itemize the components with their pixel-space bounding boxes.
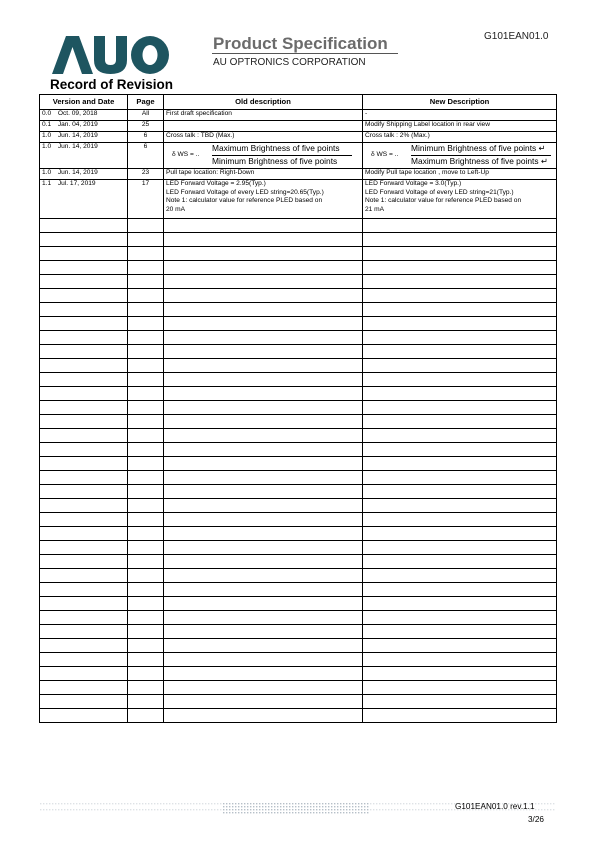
empty-cell (164, 653, 363, 667)
empty-cell (40, 527, 128, 541)
version-number: 1.0 (42, 169, 52, 176)
empty-cell (363, 597, 557, 611)
empty-cell (363, 443, 557, 457)
empty-cell (40, 387, 128, 401)
empty-cell (40, 499, 128, 513)
table-row-empty (40, 233, 557, 247)
table-row-empty (40, 513, 557, 527)
table-row-empty (40, 555, 557, 569)
version-number: 0.0 (42, 110, 52, 117)
title-underline (212, 53, 398, 54)
table-row-empty (40, 681, 557, 695)
description-line: 21 mA (365, 205, 385, 213)
empty-cell (40, 247, 128, 261)
table-row-empty (40, 317, 557, 331)
empty-cell (40, 709, 128, 723)
empty-cell (40, 695, 128, 709)
empty-cell (164, 499, 363, 513)
formula-numerator: Minimum Brightness of five points ↵ (411, 143, 546, 153)
logo-letter-a (52, 36, 93, 74)
description-line: LED Forward Voltage = 3.0(Typ.) (365, 180, 462, 187)
table-row-empty (40, 457, 557, 471)
empty-cell (164, 429, 363, 443)
uniformity-formula-old (166, 143, 360, 168)
empty-cell (128, 429, 164, 443)
empty-cell (363, 527, 557, 541)
empty-cell (363, 387, 557, 401)
empty-cell (40, 471, 128, 485)
empty-cell (164, 317, 363, 331)
table-row (40, 110, 557, 121)
empty-cell (128, 597, 164, 611)
footer-page-number: 3/26 (528, 815, 544, 824)
empty-cell (164, 639, 363, 653)
empty-cell (128, 401, 164, 415)
empty-cell (363, 667, 557, 681)
empty-cell (40, 513, 128, 527)
table-row-empty (40, 709, 557, 723)
formula-lhs: δ WS = .. (371, 151, 399, 158)
revision-date: Jun. 14, 2019 (57, 132, 98, 139)
empty-cell (363, 639, 557, 653)
table-row-empty (40, 415, 557, 429)
table-row-empty (40, 247, 557, 261)
empty-cell (363, 471, 557, 485)
empty-cell (363, 653, 557, 667)
logo-letter-u (94, 36, 127, 74)
empty-cell (363, 359, 557, 373)
table-header-row (40, 95, 557, 110)
empty-cell (363, 261, 557, 275)
empty-cell (164, 443, 363, 457)
old-description-cell: Pull tape location: Right-Down (164, 169, 363, 180)
empty-cell (164, 289, 363, 303)
table-row-empty (40, 611, 557, 625)
table-row-empty (40, 569, 557, 583)
table-row-empty (40, 527, 557, 541)
empty-cell (164, 387, 363, 401)
empty-cell (128, 527, 164, 541)
table-row-empty (40, 373, 557, 387)
empty-cell (363, 233, 557, 247)
empty-cell (40, 373, 128, 387)
formula-denominator: Minimum Brightness of five points (212, 156, 338, 166)
empty-cell (363, 457, 557, 471)
revision-date: Jun. 14, 2019 (57, 169, 98, 176)
empty-cell (128, 303, 164, 317)
empty-cell (363, 303, 557, 317)
empty-cell (40, 443, 128, 457)
empty-cell (128, 359, 164, 373)
page-cell: 17 (128, 180, 164, 219)
table-row-empty (40, 429, 557, 443)
empty-cell (164, 401, 363, 415)
empty-cell (128, 625, 164, 639)
page-cell: 6 (128, 132, 164, 143)
empty-cell (164, 667, 363, 681)
empty-cell (164, 275, 363, 289)
document-number: G101EAN01.0 (484, 31, 549, 42)
old-description-cell (164, 143, 363, 169)
empty-cell (40, 583, 128, 597)
empty-cell (128, 345, 164, 359)
empty-cell (128, 373, 164, 387)
table-row-empty (40, 485, 557, 499)
header-new-description: New Description (363, 95, 557, 110)
table-row-empty (40, 275, 557, 289)
empty-cell (164, 527, 363, 541)
table-row-empty (40, 667, 557, 681)
version-date-cell (40, 132, 128, 143)
empty-cell (40, 611, 128, 625)
table-row-empty (40, 345, 557, 359)
version-date-cell (40, 110, 128, 121)
empty-cell (40, 261, 128, 275)
revision-table (39, 94, 557, 723)
empty-cell (164, 345, 363, 359)
new-description-cell: Cross talk : 2% (Max.) (363, 132, 557, 143)
empty-cell (40, 457, 128, 471)
empty-cell (164, 583, 363, 597)
formula-denominator: Maximum Brightness of five points ↵ (411, 156, 548, 166)
page-cell: 23 (128, 169, 164, 180)
table-row-empty (40, 653, 557, 667)
empty-cell (128, 611, 164, 625)
empty-cell (128, 485, 164, 499)
old-description-cell (164, 180, 363, 219)
new-description-cell: Modify Pull tape location , move to Left-Up (363, 169, 557, 180)
table-row-empty (40, 401, 557, 415)
empty-cell (164, 457, 363, 471)
table-row (40, 180, 557, 219)
empty-cell (363, 695, 557, 709)
table-row-empty (40, 219, 557, 233)
empty-cell (164, 513, 363, 527)
table-row-empty (40, 583, 557, 597)
empty-cell (128, 471, 164, 485)
empty-cell (128, 583, 164, 597)
empty-cell (164, 681, 363, 695)
empty-cell (128, 541, 164, 555)
table-row-empty (40, 471, 557, 485)
table-row-empty (40, 597, 557, 611)
empty-cell (363, 429, 557, 443)
empty-cell (164, 597, 363, 611)
empty-cell (164, 219, 363, 233)
empty-cell (164, 373, 363, 387)
empty-cell (128, 275, 164, 289)
table-row-empty (40, 639, 557, 653)
table-row (40, 132, 557, 143)
version-date-cell (40, 169, 128, 180)
empty-cell (363, 709, 557, 723)
empty-cell (363, 401, 557, 415)
version-number: 1.0 (42, 143, 52, 150)
empty-cell (363, 415, 557, 429)
empty-cell (128, 681, 164, 695)
revision-date: Oct. 09, 2018 (57, 110, 98, 117)
empty-cell (164, 709, 363, 723)
section-title: Record of Revision (50, 77, 174, 92)
empty-cell (40, 219, 128, 233)
new-description-cell: - (363, 110, 557, 121)
table-row-empty (40, 359, 557, 373)
header-version-date: Version and Date (40, 95, 128, 110)
empty-cell (363, 219, 557, 233)
revision-date: Jul. 17, 2019 (57, 180, 96, 187)
empty-cell (40, 625, 128, 639)
version-date-cell (40, 121, 128, 132)
empty-cell (40, 303, 128, 317)
empty-cell (164, 485, 363, 499)
empty-cell (363, 611, 557, 625)
version-date-cell (40, 143, 128, 169)
description-line: Note 1: calculator value for reference PLED based on (365, 197, 522, 205)
empty-cell (40, 653, 128, 667)
empty-cell (128, 555, 164, 569)
company-name: AU OPTRONICS CORPORATION (213, 57, 366, 68)
empty-cell (128, 233, 164, 247)
version-number: 1.0 (42, 132, 52, 139)
table-row-empty (40, 387, 557, 401)
empty-cell (40, 485, 128, 499)
empty-cell (164, 247, 363, 261)
empty-cell (164, 611, 363, 625)
empty-cell (40, 359, 128, 373)
empty-cell (128, 261, 164, 275)
empty-cell (363, 331, 557, 345)
empty-cell (363, 485, 557, 499)
empty-cell (363, 569, 557, 583)
revision-date: Jun. 14, 2019 (57, 143, 98, 150)
new-description-cell (363, 143, 557, 169)
empty-cell (164, 233, 363, 247)
table-row-empty (40, 541, 557, 555)
empty-cell (128, 219, 164, 233)
empty-cell (128, 443, 164, 457)
description-line: 20 mA (166, 205, 186, 213)
empty-cell (40, 429, 128, 443)
old-description-cell (164, 121, 363, 132)
empty-cell (128, 387, 164, 401)
footer-revision: G101EAN01.0 rev.1.1 (455, 802, 535, 811)
empty-cell (128, 289, 164, 303)
empty-cell (128, 331, 164, 345)
empty-cell (128, 709, 164, 723)
empty-cell (164, 541, 363, 555)
empty-cell (40, 401, 128, 415)
description-line: LED Forward Voltage of every LED string=20.65(Typ.) (166, 188, 324, 196)
empty-cell (40, 667, 128, 681)
empty-cell (164, 569, 363, 583)
empty-cell (363, 499, 557, 513)
empty-cell (128, 569, 164, 583)
empty-cell (40, 275, 128, 289)
empty-cell (40, 597, 128, 611)
empty-cell (164, 695, 363, 709)
empty-cell (363, 247, 557, 261)
empty-cell (128, 639, 164, 653)
empty-cell (164, 331, 363, 345)
table-row-empty (40, 289, 557, 303)
empty-cell (128, 247, 164, 261)
empty-cell (40, 541, 128, 555)
empty-cell (164, 471, 363, 485)
empty-cell (128, 499, 164, 513)
version-number: 0.1 (42, 121, 52, 128)
empty-cell (363, 373, 557, 387)
empty-cell (40, 233, 128, 247)
description-line: LED Forward Voltage = 2.95(Typ.) (166, 180, 266, 187)
empty-cell (40, 317, 128, 331)
empty-cell (40, 639, 128, 653)
uniformity-formula-new (365, 143, 554, 168)
empty-cell (363, 541, 557, 555)
version-date-cell (40, 180, 128, 219)
empty-cell (363, 275, 557, 289)
page-cell: 25 (128, 121, 164, 132)
empty-cell (363, 681, 557, 695)
empty-cell (164, 555, 363, 569)
empty-cell (363, 555, 557, 569)
empty-cell (128, 653, 164, 667)
old-description-cell: Cross talk : TBD (Max.) (164, 132, 363, 143)
empty-cell (363, 583, 557, 597)
empty-cell (128, 695, 164, 709)
page-cell: All (128, 110, 164, 121)
version-number: 1.1 (42, 180, 52, 187)
page-cell: 6 (128, 143, 164, 169)
empty-cell (363, 289, 557, 303)
empty-cell (128, 415, 164, 429)
description-line: Note 1: calculator value for reference PLED based on (166, 197, 323, 205)
empty-cell (363, 625, 557, 639)
empty-cell (363, 317, 557, 331)
empty-cell (40, 555, 128, 569)
table-row-empty (40, 695, 557, 709)
empty-cell (128, 513, 164, 527)
header-old-description: Old description (164, 95, 363, 110)
table-row-empty (40, 261, 557, 275)
empty-cell (164, 303, 363, 317)
table-row-empty (40, 443, 557, 457)
empty-cell (128, 317, 164, 331)
new-description-cell: Modify Shipping Label location in rear view (363, 121, 557, 132)
empty-cell (164, 359, 363, 373)
empty-cell (164, 625, 363, 639)
empty-cell (164, 261, 363, 275)
empty-cell (128, 667, 164, 681)
empty-cell (164, 415, 363, 429)
formula-numerator: Maximum Brightness of five points (212, 143, 340, 153)
empty-cell (40, 345, 128, 359)
table-row-empty (40, 331, 557, 345)
document-title: Product Specification (213, 34, 388, 53)
old-description-cell: First draft specification (164, 110, 363, 121)
auo-logo (52, 36, 170, 74)
description-line: LED Forward Voltage of every LED string=21(Typ.) (365, 188, 514, 196)
table-row (40, 121, 557, 132)
empty-cell (40, 331, 128, 345)
empty-cell (128, 457, 164, 471)
table-row-empty (40, 625, 557, 639)
table-row (40, 143, 557, 169)
empty-cell (363, 513, 557, 527)
revision-date: Jan. 04, 2019 (57, 121, 98, 128)
empty-cell (40, 569, 128, 583)
new-description-cell (363, 180, 557, 219)
empty-cell (40, 415, 128, 429)
formula-lhs: δ WS = .. (172, 151, 200, 158)
table-row-empty (40, 303, 557, 317)
empty-cell (40, 681, 128, 695)
table-row-empty (40, 499, 557, 513)
table-row (40, 169, 557, 180)
header-page: Page (128, 95, 164, 110)
empty-cell (40, 289, 128, 303)
empty-cell (363, 345, 557, 359)
